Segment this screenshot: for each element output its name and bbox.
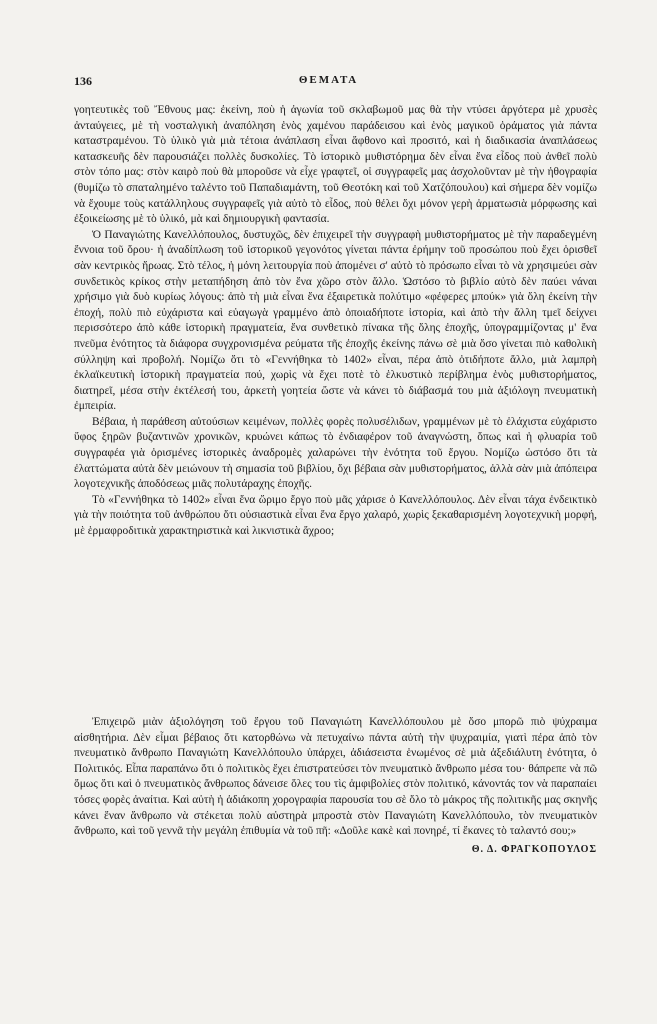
article-body [74,103,597,540]
author-signature: Θ. Δ. ΦΡΑΓΚΟΠΟΥΛΟΣ [471,843,597,855]
closing-paragraph: Ἐπιχειρῶ μιὰν ἀξιολόγηση τοῦ ἔργου τοῦ Παναγιώτη Κανελλόπουλου μὲ ὅσο μπορῶ πιὸ ψύχραιμα αἰσθητήρια. Δὲν εἶμαι βέβαιος ὅτι κατορθώνω νὰ πετυχαίνω πάντα αὐτὴ τὴν ψυχραιμία, γιατὶ πέρα ἀπὸ τὸν πνευματικὸ ἄνθρωπο Παναγιώτη Κανελλόπουλο ὑπάρχει, ἀδιάσειστα ἑνωμένος σὲ μιὰ ἀξεδιάλυτη ἑνότητα, ὁ Πολιτικός. Εἶπα παραπάνω ὅτι ὁ πολιτικὸς ἔχει ἐπιστρατεύσει τὸν πνευματικὸ ἄνθρωπο μέσα του· θάπρεπε νὰ πῶ ὅμως ὅτι καὶ ὁ πνευματικὸς ἄνθρωπος δάνεισε ὅλες του τὶς ἀμφιβολίες στὸν πολιτικό, κάνοντάς τον νὰ παραπαίει τόσες φορὲς ἀναίτια. Καὶ αὐτὴ ἡ ἀδιάκοπη χορογραφία παρουσία του σὲ ὅλο τὸ μάκρος τῆς πολιτικῆς μας σκηνῆς κάνει ἕναν ἄνθρωπο νὰ στέκεται πολὺ αὐστηρὰ μπροστὰ στὸν Παναγιώτη Κανελλόπουλο, τὸν πνευματικὸν ἄνθρωπο, καὶ τοῦ γεννᾶ τὴν μεγάλη ἐπιθυμία νὰ τοῦ πῆ: «Δοῦλε κακὲ καὶ πονηρέ, τί ἔκανες τὸ ταλαντό σου;» [74,716,597,838]
paragraph: Τὸ «Γεννήθηκα τὸ 1402» εἶναι ἕνα ὥριμο ἔργο ποὺ μᾶς χάρισε ὁ Κανελλόπουλος. Δὲν εἶναι τάχα ἐνδεικτικὸ γιὰ τὴν ποιότητα τοῦ ἀνθρώπου ὅτι οὐσιαστικὰ εἶναι ἕνα ἔργο χαλαρό, χωρὶς ξεκαθαρισμένη λογοτεχνικὴ μορφή, μὲ ἑρμαφροδιτικὰ χαρακτηριστικὰ καὶ λικνιστικὰ ἄχροο; [74,493,597,538]
paragraph: Βέβαια, ἡ παράθεση αὐτούσιων κειμένων, πολλὲς φορὲς πολυσέλιδων, γραμμένων μὲ τὸ ἐλάχιστα εὐχάριστο ὕφος ξηρῶν βυζαντινῶν χρονικῶν, κρυώνει κάπως τὸ ἐνδιαφέρον τοῦ ἀναγνώστη, ὅπως καὶ ἡ φλυαρία τοῦ συγγραφέα γιὰ ὁρισμένες ἱστορικὲς ἀναδρομὲς χαλαρώνει τὴν ἑνότητα τοῦ ἔργου. Νομίζω ὡστόσο ὅτι τὰ ἐλαττώματα αὐτὰ δὲν μειώνουν τὴ σημασία τοῦ βιβλίου, ὄχι βέβαια σὰν μυθιστορήματος, ἀλλὰ σὰν μιὰ ἀπόπειρα λογοτεχνικῆς ἀποδόσεως μιᾶς πολυτάραχης ἐποχῆς. [74,415,597,491]
page-number: 136 [74,74,92,88]
paragraph: γοητευτικὲς τοῦ Ἔθνους μας: ἐκείνη, ποὺ ἡ ἀγωνία τοῦ σκλαβωμοῦ μας θὰ τὴν ντύσει ἀργότερα μὲ χρυσὲς ἀνταύγειες, μὲ τὴ νοσταλγικὴ ἀναπόληση ἑνὸς χαμένου παράδεισου καὶ ἑνὸς μαγικοῦ ὁράματος γιὰ πάντα καταστραμένου. Τὸ ὑλικὸ γιὰ μιὰ τέτοια ἀνάπλαση εἶναι ἄφθονο καὶ προσιτό, καὶ ἡ διαδικασία ἀναπλάσεως κατασκευῆς δὲν παρουσιάζει πολλὲς δυσκολίες. Τὸ ἱστορικὸ μυθιστόρημα δὲν εἶναι ἕνα εἶδος ποὺ ἀνθεῖ πολὺ στὸν τόπο μας: στὸν καιρὸ ποὺ θὰ μποροῦσε νὰ εἶχε γραφτεῖ, οἱ συγγραφεῖς μας ἀσχολοῦνταν μὲ τὴν ἠθογραφία (θυμίζω τὸ σπαταλημένο ταλέντο τοῦ Παπαδιαμάντη, τοῦ Θεοτόκη καὶ τοῦ Χατζόπουλου) καὶ σήμερα δὲν νομίζω νὰ ἔχουμε τοὺς κατάλληλους συγγραφεῖς γιὰ αὐτὸ τὸ εἶδος, ποὺ θέλει ὄχι μόνον γερὴ ἀρματωσιὰ μόρφωσης καὶ ἐξοικείωσης μὲ τὸ ὑλικό, μὰ καὶ δημιουργικὴ φαντασία. [74,104,597,226]
paragraph: Ὁ Παναγιώτης Κανελλόπουλος, δυστυχῶς, δὲν ἐπιχειρεῖ τὴν συγγραφὴ μυθιστορήματος μὲ τὴν παραδεγμένη ἔννοια τοῦ ὅρου· ἡ ἀναδίπλωση τοῦ ἱστορικοῦ γεγονότος γίνεται πάντα ἐρήμην τοῦ προσώπου ποὺ ἔχει ὁρισθεῖ σὰν κεντρικὸς ἥρωας. Στὸ τέλος, ἡ μόνη λειτουργία ποὺ ἀπομένει σ' αὐτὸ τὸ πρόσωπο εἶναι τὸ νὰ χρησιμεύει σὰν συνδετικὸς κρίκος στὴν μεταπήδηση ἀπὸ τὸν ἕνα χῶρο στὸν ἄλλο. Ὡστόσο τὸ βιβλίο αὐτὸ δὲν παύει νάναι χρήσιμο γιὰ δυὸ κυρίως λόγους: ἀπὸ τὴ μιὰ εἶναι ἕνα ἐξαιρετικὰ πολύτιμο «φέφερες μπούκ» γιὰ ὅλη ἐκείνη τὴν ἐποχή, πολὺ πιὸ εὐχάριστα καὶ εὐαγωγὰ γραμμένο ἀπὸ ὁποιαδήποτε ἱστορία, καὶ ἀπὸ τὴν ἄλλη τμεῖ δείχνει περισσότερο ἀπὸ κάθε ἱστορικὴ πραγματεία, ἕνα συνθετικὸ πίνακα τῆς ὅλης ἐποχῆς, ὑπογραμμίζοντας μ' ἕνα πνεῦμα ἑνότητος τὰ διάφορα συγχρονισμένα ρεύματα τῆς ἐποχῆς ἐκείνης πάνω σὲ μιὰ ὅσο γίνεται πιὸ καθολικὴ σύλληψη καὶ προβολή. Νομίζω ὅτι τὸ «Γεννήθηκα τὸ 1402» εἶναι, πέρα ἀπὸ ὁτιδήποτε ἄλλο, μιὰ λαμπρὴ ἐκλαϊκευτικὴ ἱστορικὴ πραγματεία πού, χωρὶς νὰ ἔχει ποτὲ τὸ ἑλκυστικὸ περίβλημα ἑνὸς μυθιστορήματος, διατηρεῖ, μέσα στὴν ἐκτέλεσή του, ἀρκετὴ γοητεία ὥστε νὰ κάνει τὸ διάβασμά του μιὰ ἀξιόλογη πνευματικὴ ἐμπειρία. [74,228,597,413]
running-title: ΘΕΜΑΤΑ [298,74,359,86]
closing-section [74,715,597,857]
